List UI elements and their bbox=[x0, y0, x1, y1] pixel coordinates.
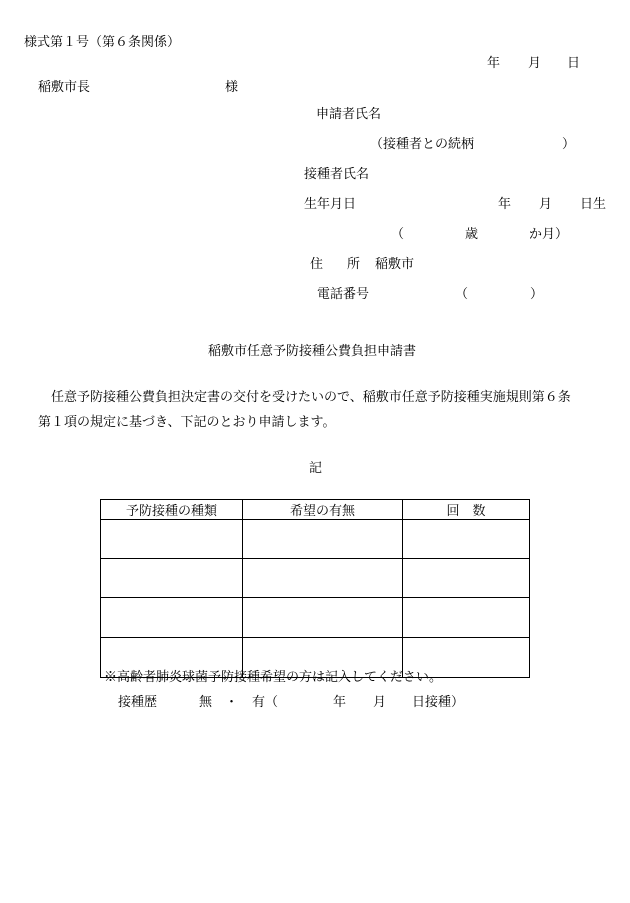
address-label-2: 所 bbox=[347, 257, 361, 272]
relation-close: ） bbox=[562, 137, 576, 152]
dob-day: 日生 bbox=[580, 197, 607, 212]
phone-label: 電話番号 bbox=[317, 287, 370, 302]
date-year: 年 bbox=[487, 56, 501, 71]
cell-vaccine-type[interactable] bbox=[101, 559, 243, 598]
cell-count[interactable] bbox=[403, 559, 530, 598]
cell-desired[interactable] bbox=[243, 559, 403, 598]
dob-label: 生年月日 bbox=[304, 197, 357, 212]
history-year: 年 bbox=[333, 695, 347, 710]
recipient-honorific: 様 bbox=[225, 80, 239, 95]
relation-open: （接種者との続柄 bbox=[370, 137, 475, 152]
form-number-label: 様式第１号（第６条関係） bbox=[24, 35, 181, 50]
date-day: 日 bbox=[567, 56, 581, 71]
cell-count[interactable] bbox=[403, 520, 530, 559]
applicant-name-label: 申請者氏名 bbox=[316, 107, 382, 122]
phone-close: ） bbox=[530, 287, 544, 302]
pneumococcal-note: ※高齢者肺炎球菌予防接種希望の方は記入してください。 bbox=[104, 670, 443, 685]
age-months: か月） bbox=[529, 227, 569, 242]
history-day: 日接種） bbox=[412, 695, 465, 710]
recipient-name: 稲敷市長 bbox=[38, 80, 91, 95]
address-city: 稲敷市 bbox=[375, 257, 415, 272]
ki-heading: 記 bbox=[309, 461, 323, 476]
cell-desired[interactable] bbox=[243, 598, 403, 638]
header-desired: 希望の有無 bbox=[243, 500, 403, 520]
dob-month: 月 bbox=[539, 197, 553, 212]
cell-count[interactable] bbox=[403, 598, 530, 638]
history-yes: 有（ bbox=[252, 695, 279, 710]
vaccinee-name-label: 接種者氏名 bbox=[304, 167, 370, 182]
dob-year: 年 bbox=[498, 197, 512, 212]
table-header-row bbox=[101, 500, 530, 520]
table-row bbox=[101, 559, 530, 598]
header-count: 回 数 bbox=[403, 500, 530, 520]
age-open: （ bbox=[391, 227, 405, 242]
body-line-2: 第１項の規定に基づき、下記のとおり申請します。 bbox=[38, 415, 336, 430]
table-row bbox=[101, 598, 530, 638]
cell-vaccine-type[interactable] bbox=[101, 598, 243, 638]
document-title: 稲敷市任意予防接種公費負担申請書 bbox=[208, 344, 417, 359]
history-month: 月 bbox=[373, 695, 387, 710]
cell-vaccine-type[interactable] bbox=[101, 520, 243, 559]
history-dot: ・ bbox=[225, 695, 239, 710]
phone-open: （ bbox=[455, 287, 469, 302]
cell-desired[interactable] bbox=[243, 520, 403, 559]
header-vaccine-type: 予防接種の種類 bbox=[101, 500, 243, 520]
address-label-1: 住 bbox=[310, 257, 324, 272]
history-label: 接種歴 bbox=[118, 695, 158, 710]
vaccination-table bbox=[100, 499, 530, 678]
age-years: 歳 bbox=[465, 227, 479, 242]
body-line-1: 任意予防接種公費負担決定書の交付を受けたいので、稲敷市任意予防接種実施規則第６条 bbox=[51, 390, 571, 405]
history-none: 無 bbox=[199, 695, 213, 710]
table-row bbox=[101, 520, 530, 559]
date-month: 月 bbox=[528, 56, 542, 71]
